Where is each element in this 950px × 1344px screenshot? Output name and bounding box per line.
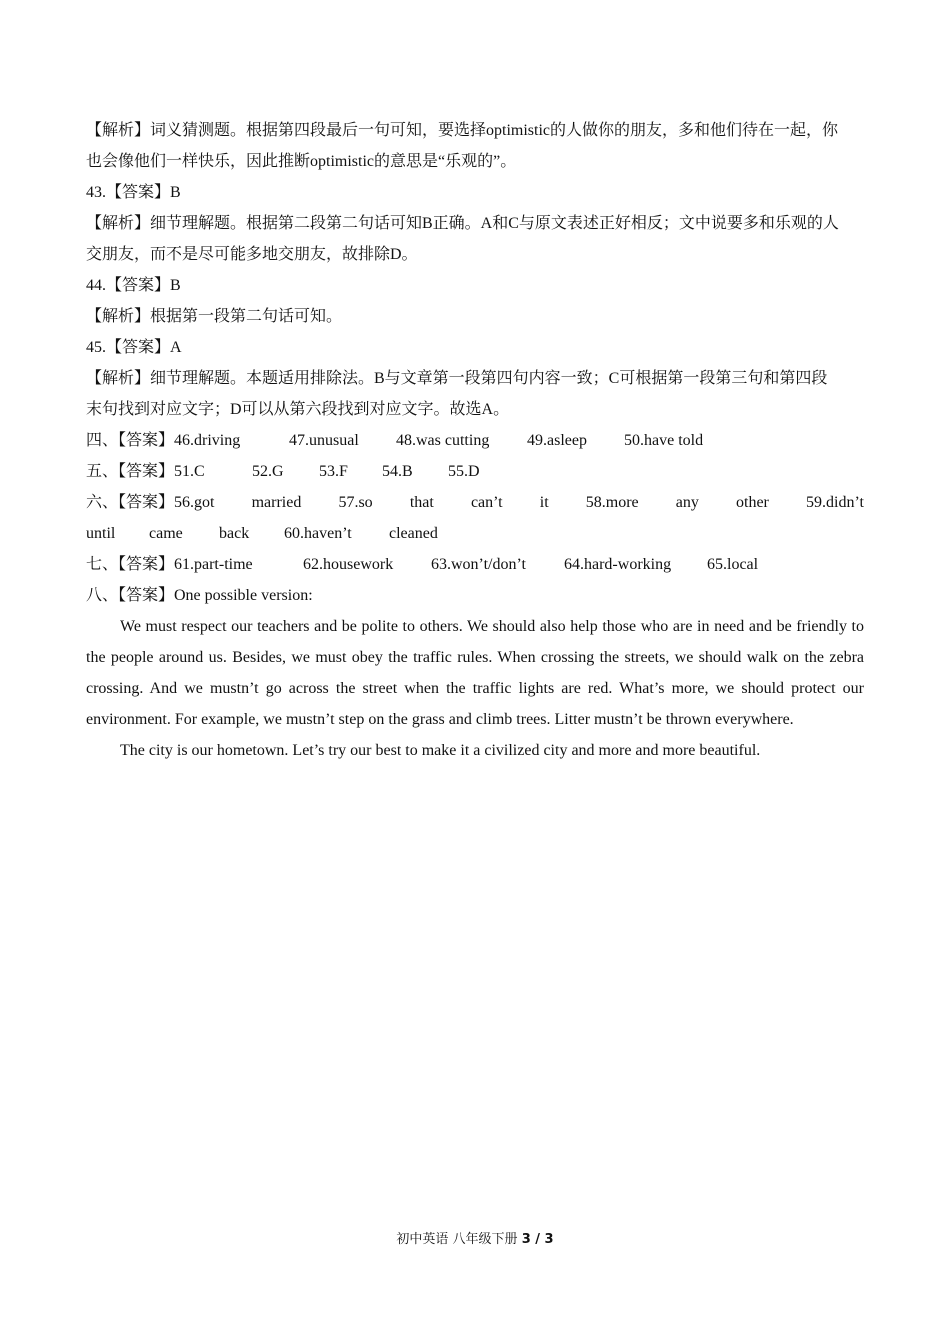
answer-64: 64.hard-working [564, 556, 672, 573]
answer-57-word4: it [539, 494, 549, 511]
answer-45: 45.【答案】A [86, 339, 182, 356]
answer-content [86, 115, 864, 766]
answer-54: 54.B [382, 463, 413, 480]
answer-44: 44.【答案】B [86, 277, 181, 294]
answer-60: 60.haven’t [284, 525, 352, 542]
page-number: 3 / 3 [521, 1232, 554, 1247]
answer-58-word3: other [736, 494, 769, 511]
answer-57: 57.so [338, 494, 373, 511]
answer-48: 48.was cutting [396, 432, 490, 449]
answer-59-word3: came [149, 525, 183, 542]
section-4-answers [86, 425, 864, 456]
section-5-answers [86, 456, 864, 487]
analysis-44: 【解析】根据第一段第二句话可知。 [86, 308, 343, 325]
answer-58: 58.more [585, 494, 639, 511]
analysis-43-line2: 交朋友，而不是尽可能多地交朋友，故排除D。 [86, 246, 418, 263]
essay-paragraph-1: We must respect our teachers and be polite to others. We should also help those who are in need and be friendly to the people around us. Besides, we must obey the traffic rules. When crossing the streets, we should walk on the zebra crossing. And we mustn’t go across the street when the traffic lights are red. What’s more, we should protect our environment. For example, we mustn’t step on the grass and climb trees. Litter mustn’t be thrown everywhere. [86, 618, 864, 728]
answer-46: 四、【答案】46.driving [86, 432, 241, 449]
section-8-header: 八、【答案】One possible version: [86, 587, 313, 604]
analysis-42-line2: 也会像他们一样快乐，因此推断optimistic的意思是“乐观的”。 [86, 153, 517, 170]
answer-56-word: married [251, 494, 302, 511]
answer-57-word2: that [409, 494, 434, 511]
answer-49: 49.asleep [527, 432, 587, 449]
answer-61: 七、【答案】61.part-time [86, 556, 253, 573]
analysis-43-line1: 【解析】细节理解题。根据第二段第二句话可知B正确。A和C与原文表述正好相反；文中说要多和乐观的人 [86, 215, 839, 232]
essay-paragraph-2: The city is our hometown. Let’s try our best to make it a civilized city and more and more beautiful. [120, 742, 761, 759]
answer-62: 62.housework [303, 556, 394, 573]
answer-56: 六、【答案】56.got [86, 494, 215, 511]
footer-subject: 初中英语 八年级下册 [396, 1232, 522, 1247]
page-footer [0, 1228, 950, 1247]
answer-43: 43.【答案】B [86, 184, 181, 201]
answer-59: 59.didn’t [806, 494, 864, 511]
answer-65: 65.local [707, 556, 759, 573]
analysis-42-line1: 【解析】词义猜测题。根据第四段最后一句可知，要选择optimistic的人做你的朋友，多和他们待在一起，你 [86, 122, 839, 139]
answer-63: 63.won’t/don’t [431, 556, 526, 573]
analysis-45-line1: 【解析】细节理解题。本题适用排除法。B与文章第一段第四句内容一致；C可根据第一段第三句和第四段 [86, 370, 828, 387]
answer-57-word3: can’t [470, 494, 503, 511]
answer-53: 53.F [319, 463, 348, 480]
answer-58-word2: any [675, 494, 699, 511]
analysis-45-line2: 末句找到对应文字；D可以从第六段找到对应文字。故选A。 [86, 401, 510, 418]
answer-52: 52.G [252, 463, 284, 480]
answer-59-word2: until [86, 525, 116, 542]
section-6-answers-row1 [86, 487, 864, 518]
section-6-answers-row2 [86, 518, 864, 549]
answer-60-word2: cleaned [389, 525, 438, 542]
answer-55: 55.D [448, 463, 480, 480]
section-7-answers [86, 549, 864, 580]
answer-47: 47.unusual [289, 432, 359, 449]
answer-50: 50.have told [624, 432, 704, 449]
answer-51: 五、【答案】51.C [86, 463, 205, 480]
answer-59-word4: back [219, 525, 250, 542]
